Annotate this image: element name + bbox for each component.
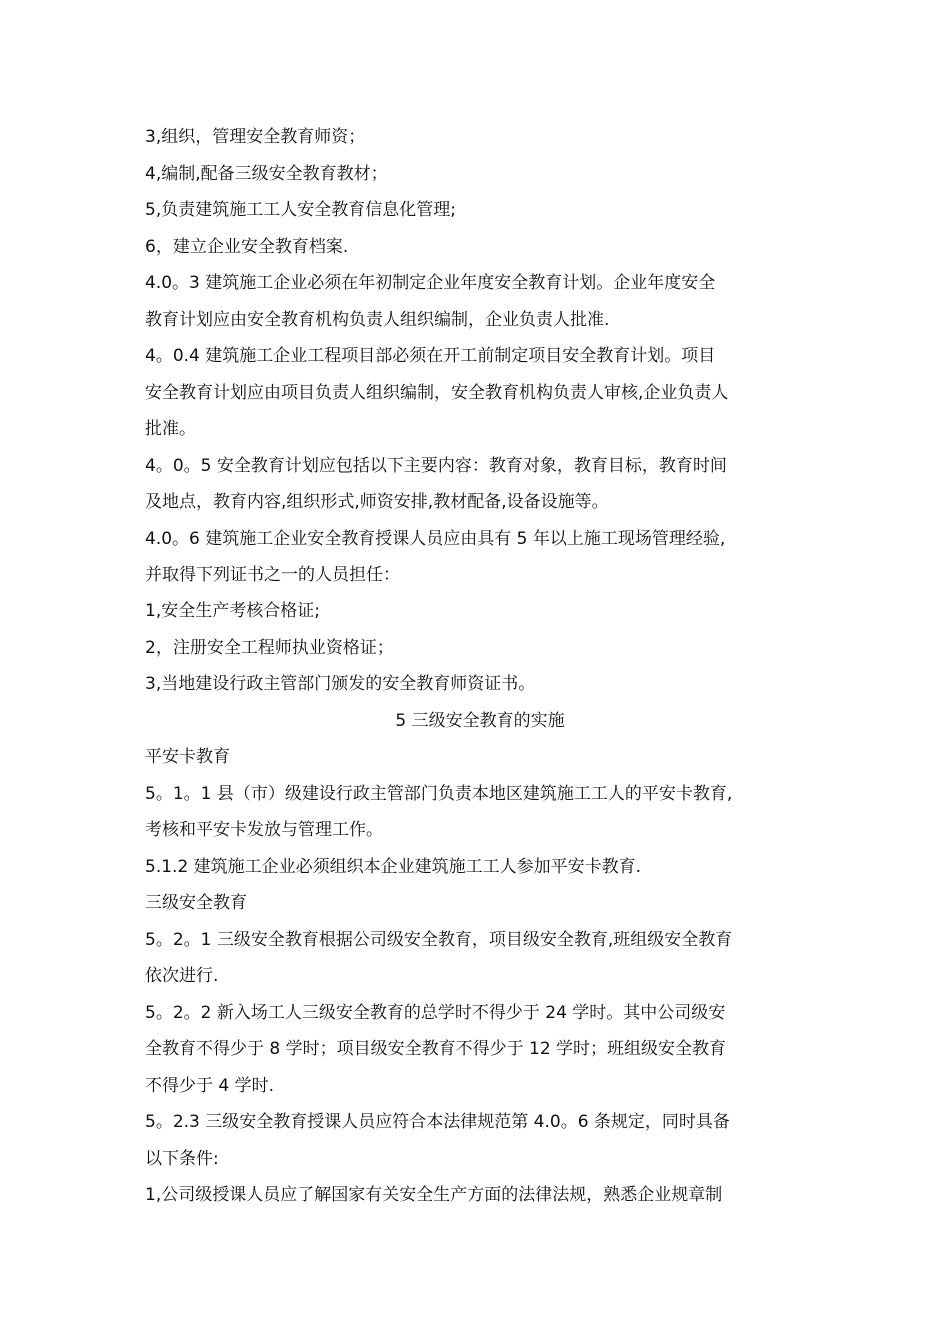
text-line: 1,公司级授课人员应了解国家有关安全生产方面的法律法规，熟悉企业规章制 (145, 1185, 723, 1205)
text-line: 以下条件: (145, 1149, 219, 1169)
text-line: 4。0.4 建筑施工企业工程项目部必须在开工前制定项目安全教育计划。项目 (145, 346, 716, 366)
text-line: 并取得下列证书之一的人员担任： (145, 565, 400, 585)
text-line: 3,组织，管理安全教育师资； (145, 127, 366, 147)
text-line: 不得少于 4 学时. (145, 1076, 275, 1096)
text-line: 3,当地建设行政主管部门颁发的安全教育师资证书。 (145, 674, 536, 694)
section-heading: 5 三级安全教育的实施 (395, 711, 565, 731)
text-line: 依次进行. (145, 966, 219, 986)
text-line: 6，建立企业安全教育档案. (145, 237, 349, 257)
text-line: 1,安全生产考核合格证; (145, 601, 320, 621)
text-line: 5,负责建筑施工工人安全教育信息化管理; (145, 200, 456, 220)
text-line: 考核和平安卡发放与管理工作。 (145, 820, 383, 840)
text-line: 5.1.2 建筑施工企业必须组织本企业建筑施工工人参加平安卡教育. (145, 857, 642, 877)
text-line: 4,编制,配备三级安全教育教材； (145, 164, 388, 184)
text-line: 批准。 (145, 419, 196, 439)
text-line: 教育计划应由安全教育机构负责人组织编制，企业负责人批准. (145, 310, 610, 330)
text-line: 2，注册安全工程师执业资格证； (145, 638, 394, 658)
text-line: 5。1。1 县（市）级建设行政主管部门负责本地区建筑施工工人的平安卡教育, (145, 784, 733, 804)
text-line: 5。2。1 三级安全教育根据公司级安全教育，项目级安全教育,班组级安全教育 (145, 930, 733, 950)
subheading: 平安卡教育 (145, 747, 230, 767)
text-line: 安全教育计划应由项目负责人组织编制，安全教育机构负责人审核,企业负责人 (145, 383, 729, 403)
text-line: 5。2。2 新入场工人三级安全教育的总学时不得少于 24 学时。其中公司级安 (145, 1003, 726, 1023)
text-line: 及地点，教育内容,组织形式,师资安排,教材配备,设备设施等。 (145, 492, 609, 512)
text-line: 4。0。5 安全教育计划应包括以下主要内容：教育对象，教育目标，教育时间 (145, 456, 727, 476)
text-line: 4.0。3 建筑施工企业必须在年初制定企业年度安全教育计划。企业年度安全 (145, 273, 716, 293)
text-line: 4.0。6 建筑施工企业安全教育授课人员应由具有 5 年以上施工现场管理经验, (145, 529, 726, 549)
subheading: 三级安全教育 (145, 893, 247, 913)
text-line: 全教育不得少于 8 学时；项目级安全教育不得少于 12 学时；班组级安全教育 (145, 1039, 727, 1059)
text-line: 5。2.3 三级安全教育授课人员应符合本法律规范第 4.0。6 条规定，同时具备 (145, 1112, 730, 1132)
